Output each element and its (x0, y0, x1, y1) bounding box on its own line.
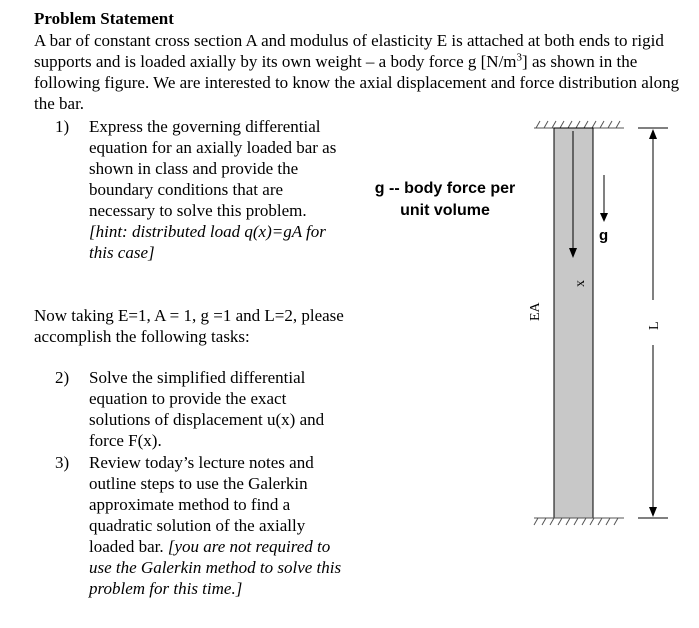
task-2-number: 2) (55, 368, 70, 387)
task-1-number: 1) (55, 117, 70, 136)
length-arrow-top (649, 129, 657, 139)
x-label: x (573, 280, 588, 287)
g-label: g (599, 227, 609, 244)
task-2-text: Solve the simplified differential equation to provide the exact solutions of displacement u(x) and force F(x). (89, 368, 325, 450)
length-arrow-bottom (649, 507, 657, 517)
task-1-hint: [hint: distributed load q(x)=gA for this case] (89, 222, 326, 262)
bottom-support (534, 518, 624, 525)
unit-exponent: 3 (516, 51, 523, 64)
ea-label: EA (528, 302, 543, 321)
task-3-number: 3) (55, 453, 70, 472)
gravity-arrow (600, 175, 608, 222)
problem-title: Problem Statement (34, 9, 174, 28)
intro-text-end: ] as shown in the following figure. We are interested to know the axial displacement and force distribution along the bar. (34, 52, 680, 113)
length-label: L (647, 321, 662, 330)
task-1-body: Express the governing differential equation for an axially loaded bar as shown in class and provide the boundary conditions that are necessary to solve this problem. (89, 117, 337, 220)
body-force-label: g -- body force per unit volume (374, 180, 516, 219)
intro-text: A bar of constant cross section A and modulus of elasticity E is attached at both ends to rigid supports and is loaded axially by its own weight – a body force g [N/m (34, 31, 664, 71)
top-support (534, 121, 624, 128)
task-3-body: Review today’s lecture notes and outline steps to use the Galerkin approximate method to find a quadratic solution of the axially loaded bar. (89, 453, 314, 556)
given-values-text: Now taking E=1, A = 1, g =1 and L=2, please accomplish the following tasks: (34, 306, 344, 346)
task-3-note: [you are not required to use the Galerkin method to solve this problem for this time.] (89, 537, 342, 598)
